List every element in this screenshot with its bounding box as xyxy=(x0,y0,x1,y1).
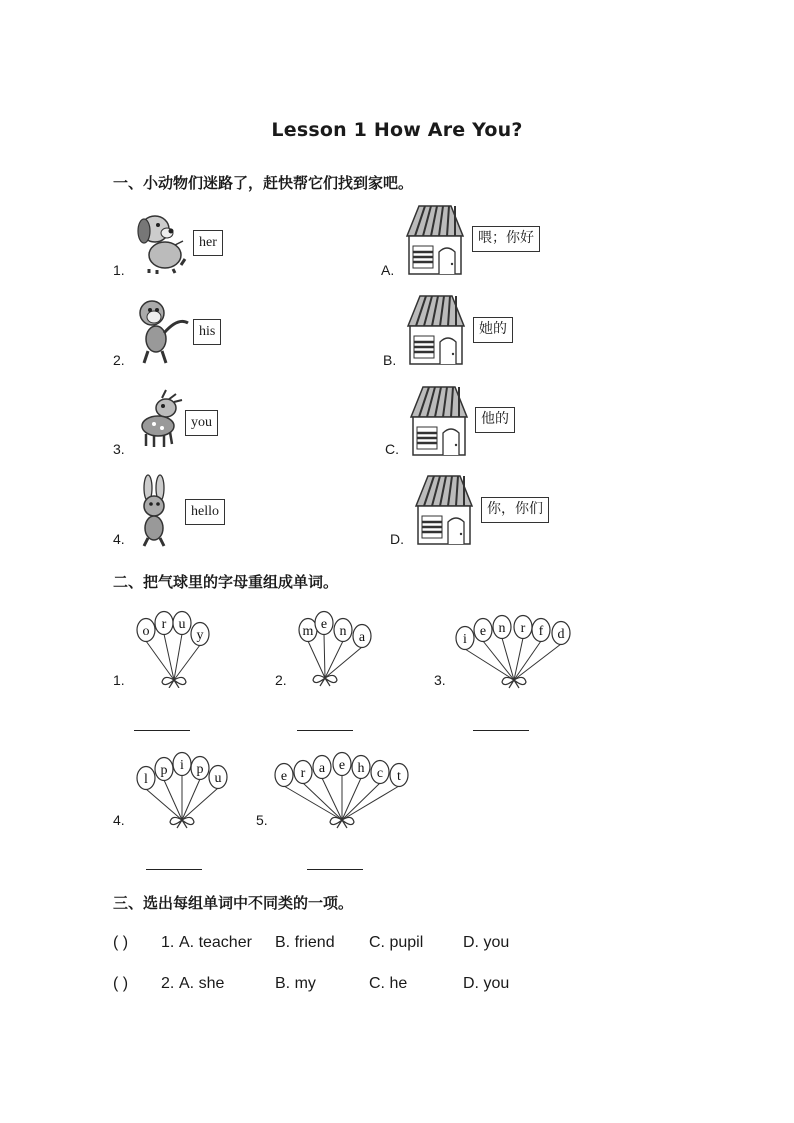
balloon-group-number: 5. xyxy=(256,812,268,828)
balloon-string xyxy=(284,786,342,820)
answer-blank[interactable] xyxy=(473,729,529,731)
section2-heading: 二、把气球里的字母重组成单词。 xyxy=(113,573,339,591)
house-word-box: 她的 xyxy=(473,317,513,343)
answer-paren[interactable]: ( ) xyxy=(113,934,129,951)
balloon-letter: c xyxy=(376,766,384,781)
balloon-group-number: 3. xyxy=(434,672,446,688)
house-icon xyxy=(410,474,476,550)
section3-heading: 三、选出每组单词中不同类的一项。 xyxy=(113,894,354,912)
balloon-letter: a xyxy=(358,630,366,645)
animal-word-box: hello xyxy=(185,499,225,525)
house-letter: A. xyxy=(381,262,395,278)
balloon-letter: l xyxy=(144,772,148,787)
balloon-letter: m xyxy=(302,624,314,639)
balloon-string xyxy=(303,783,342,820)
balloon-group-number: 1. xyxy=(113,672,125,688)
balloon-letter: f xyxy=(538,624,544,639)
balloon-letter: n xyxy=(339,624,347,639)
balloon-letter: a xyxy=(318,761,326,776)
balloon-string xyxy=(325,641,343,678)
balloon-string xyxy=(174,645,200,680)
balloon-string xyxy=(146,789,182,820)
house-icon xyxy=(402,294,468,370)
question-row xyxy=(113,934,673,956)
option-c: C. pupil xyxy=(369,934,424,951)
balloon-letter: t xyxy=(397,769,401,784)
animal-word-box: you xyxy=(185,410,218,436)
balloon-letter: p xyxy=(196,762,204,777)
balloon-string xyxy=(342,778,361,820)
balloon-letter: p xyxy=(160,763,168,778)
balloon-string xyxy=(483,641,514,680)
balloon-letter: e xyxy=(320,617,328,632)
balloon-letter: i xyxy=(463,632,467,647)
monkey-icon xyxy=(134,297,190,369)
balloon-letter: e xyxy=(479,624,487,639)
option-d: D. you xyxy=(463,975,510,992)
option-a: A. she xyxy=(179,975,225,992)
balloon-string xyxy=(164,780,182,820)
house-icon xyxy=(401,204,467,280)
balloon-letter: r xyxy=(161,617,167,632)
page-title: Lesson 1 How Are You? xyxy=(271,119,523,141)
balloon-letter: u xyxy=(178,617,186,632)
balloon-letter: o xyxy=(142,624,150,639)
balloon-letter: y xyxy=(196,628,204,643)
house-letter: D. xyxy=(390,531,404,547)
balloon-group-2 xyxy=(293,608,377,688)
house-letter: B. xyxy=(383,352,397,368)
house-icon xyxy=(405,385,471,461)
answer-blank[interactable] xyxy=(134,729,190,731)
house-word-box: 你，你们 xyxy=(481,497,549,523)
option-b: B. friend xyxy=(275,934,335,951)
dog-icon xyxy=(133,207,189,279)
answer-blank[interactable] xyxy=(146,868,202,870)
option-d: D. you xyxy=(463,934,510,951)
balloon-group-1 xyxy=(132,608,216,688)
animal-number: 1. xyxy=(113,262,125,278)
animal-number: 2. xyxy=(113,352,125,368)
balloon-string xyxy=(342,786,399,820)
deer-icon xyxy=(136,388,188,452)
balloon-letter: e xyxy=(338,758,346,773)
balloon-letter: i xyxy=(180,758,184,773)
answer-blank[interactable] xyxy=(297,729,353,731)
balloon-letter: u xyxy=(214,771,222,786)
balloon-string xyxy=(308,641,325,678)
question-row xyxy=(113,975,673,997)
balloon-letter: h xyxy=(357,761,365,776)
animal-number: 4. xyxy=(113,531,125,547)
house-letter: C. xyxy=(385,441,399,457)
balloon-group-number: 4. xyxy=(113,812,125,828)
balloon-group-number: 2. xyxy=(275,672,287,688)
option-b: B. my xyxy=(275,975,316,992)
balloon-letter: r xyxy=(300,766,306,781)
animal-word-box: his xyxy=(193,319,221,345)
question-number: 1. xyxy=(161,934,175,951)
question-number: 2. xyxy=(161,975,175,992)
answer-blank[interactable] xyxy=(307,868,363,870)
answer-paren[interactable]: ( ) xyxy=(113,975,129,992)
balloon-string xyxy=(182,788,218,820)
balloon-letter: d xyxy=(557,627,565,642)
balloon-group-5 xyxy=(272,750,412,830)
option-c: C. he xyxy=(369,975,408,992)
balloon-group-3 xyxy=(452,608,576,690)
balloon-letter: r xyxy=(520,621,526,636)
rabbit-icon xyxy=(134,474,178,552)
animal-number: 3. xyxy=(113,441,125,457)
balloon-letter: n xyxy=(498,621,506,636)
house-word-box: 喂；你好 xyxy=(472,226,540,252)
balloon-string xyxy=(342,783,380,820)
balloon-string xyxy=(182,779,200,820)
balloon-string xyxy=(325,647,362,678)
balloon-group-4 xyxy=(132,750,230,830)
balloon-letter: e xyxy=(280,769,288,784)
animal-word-box: her xyxy=(193,230,223,256)
balloon-string xyxy=(174,634,182,680)
option-a: A. teacher xyxy=(179,934,252,951)
balloon-string xyxy=(324,634,325,678)
section1-heading: 一、小动物们迷路了，赶快帮它们找到家吧。 xyxy=(113,174,414,192)
house-word-box: 他的 xyxy=(475,407,515,433)
